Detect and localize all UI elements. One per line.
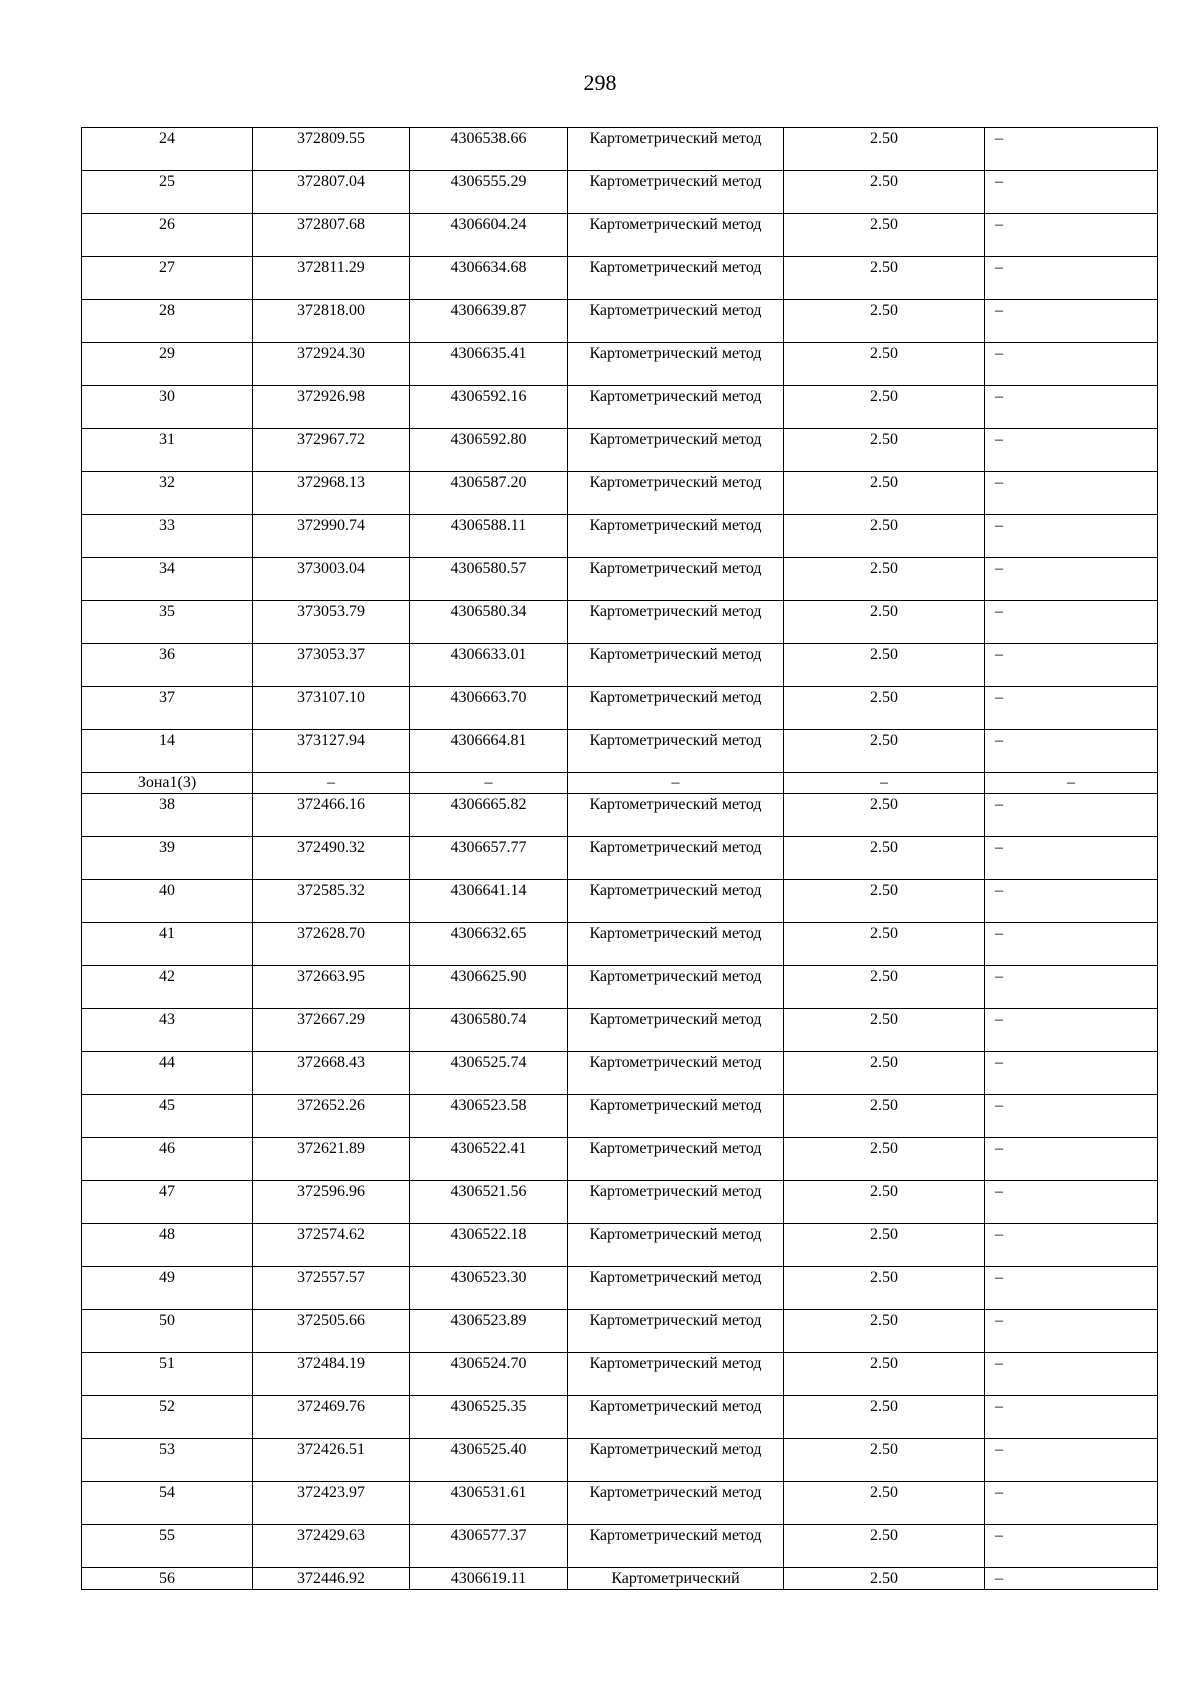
- accuracy-cell: 2.50: [784, 1396, 985, 1439]
- method-cell: Картометрический: [568, 1568, 784, 1590]
- point-number-cell: 43: [82, 1009, 253, 1052]
- accuracy-cell: 2.50: [784, 386, 985, 429]
- accuracy-cell: 2.50: [784, 966, 985, 1009]
- x-coordinate-cell: 372574.62: [253, 1224, 410, 1267]
- method-cell: Картометрический метод: [568, 1310, 784, 1353]
- y-coordinate-cell: 4306523.30: [410, 1267, 568, 1310]
- x-coordinate-cell: 372446.92: [253, 1568, 410, 1590]
- method-cell: Картометрический метод: [568, 1439, 784, 1482]
- accuracy-cell: 2.50: [784, 644, 985, 687]
- y-coordinate-cell: 4306523.89: [410, 1310, 568, 1353]
- description-cell: –: [985, 1482, 1158, 1525]
- point-number-cell: 35: [82, 601, 253, 644]
- point-number-cell: 47: [82, 1181, 253, 1224]
- y-coordinate-cell: 4306525.74: [410, 1052, 568, 1095]
- point-number-cell: 37: [82, 687, 253, 730]
- point-number-cell: 42: [82, 966, 253, 1009]
- y-coordinate-cell: 4306625.90: [410, 966, 568, 1009]
- method-cell: Картометрический метод: [568, 558, 784, 601]
- method-cell: Картометрический метод: [568, 386, 784, 429]
- point-number-cell: 25: [82, 171, 253, 214]
- table-row: [82, 1353, 1158, 1396]
- y-coordinate-cell: 4306580.74: [410, 1009, 568, 1052]
- description-cell: –: [985, 429, 1158, 472]
- table-row: [82, 171, 1158, 214]
- zone-dash-cell: –: [410, 773, 568, 794]
- point-number-cell: 53: [82, 1439, 253, 1482]
- accuracy-cell: 2.50: [784, 923, 985, 966]
- x-coordinate-cell: 373003.04: [253, 558, 410, 601]
- point-number-cell: 26: [82, 214, 253, 257]
- table-row: [82, 472, 1158, 515]
- table-row: [82, 730, 1158, 773]
- accuracy-cell: 2.50: [784, 1310, 985, 1353]
- x-coordinate-cell: 372469.76: [253, 1396, 410, 1439]
- point-number-cell: 55: [82, 1525, 253, 1568]
- table-row: [82, 923, 1158, 966]
- x-coordinate-cell: 372621.89: [253, 1138, 410, 1181]
- method-cell: Картометрический метод: [568, 923, 784, 966]
- x-coordinate-cell: 372596.96: [253, 1181, 410, 1224]
- zone-dash-cell: –: [985, 773, 1158, 794]
- point-number-cell: 34: [82, 558, 253, 601]
- y-coordinate-cell: 4306525.35: [410, 1396, 568, 1439]
- point-number-cell: 56: [82, 1568, 253, 1590]
- table-row: [82, 880, 1158, 923]
- method-cell: Картометрический метод: [568, 644, 784, 687]
- table-row: [82, 794, 1158, 837]
- x-coordinate-cell: 372668.43: [253, 1052, 410, 1095]
- accuracy-cell: 2.50: [784, 1439, 985, 1482]
- accuracy-cell: 2.50: [784, 300, 985, 343]
- y-coordinate-cell: 4306663.70: [410, 687, 568, 730]
- table-row: [82, 1482, 1158, 1525]
- x-coordinate-cell: 372990.74: [253, 515, 410, 558]
- description-cell: –: [985, 386, 1158, 429]
- x-coordinate-cell: 372505.66: [253, 1310, 410, 1353]
- method-cell: Картометрический метод: [568, 1052, 784, 1095]
- description-cell: –: [985, 923, 1158, 966]
- method-cell: Картометрический метод: [568, 472, 784, 515]
- table-row: [82, 601, 1158, 644]
- y-coordinate-cell: 4306639.87: [410, 300, 568, 343]
- y-coordinate-cell: 4306580.57: [410, 558, 568, 601]
- y-coordinate-cell: 4306587.20: [410, 472, 568, 515]
- zone-row: [82, 773, 1158, 794]
- accuracy-cell: 2.50: [784, 1224, 985, 1267]
- table-row: [82, 687, 1158, 730]
- description-cell: –: [985, 644, 1158, 687]
- accuracy-cell: 2.50: [784, 257, 985, 300]
- description-cell: –: [985, 1439, 1158, 1482]
- accuracy-cell: 2.50: [784, 794, 985, 837]
- x-coordinate-cell: 372423.97: [253, 1482, 410, 1525]
- method-cell: Картометрический метод: [568, 429, 784, 472]
- y-coordinate-cell: 4306604.24: [410, 214, 568, 257]
- description-cell: –: [985, 1267, 1158, 1310]
- method-cell: Картометрический метод: [568, 171, 784, 214]
- method-cell: Картометрический метод: [568, 1181, 784, 1224]
- accuracy-cell: 2.50: [784, 1525, 985, 1568]
- point-number-cell: 48: [82, 1224, 253, 1267]
- y-coordinate-cell: 4306531.61: [410, 1482, 568, 1525]
- zone-dash-cell: –: [568, 773, 784, 794]
- accuracy-cell: 2.50: [784, 730, 985, 773]
- x-coordinate-cell: 372807.04: [253, 171, 410, 214]
- table-row: [82, 300, 1158, 343]
- description-cell: –: [985, 558, 1158, 601]
- point-number-cell: 52: [82, 1396, 253, 1439]
- x-coordinate-cell: 372811.29: [253, 257, 410, 300]
- method-cell: Картометрический метод: [568, 1267, 784, 1310]
- y-coordinate-cell: 4306641.14: [410, 880, 568, 923]
- x-coordinate-cell: 372652.26: [253, 1095, 410, 1138]
- description-cell: –: [985, 1138, 1158, 1181]
- y-coordinate-cell: 4306580.34: [410, 601, 568, 644]
- point-number-cell: 49: [82, 1267, 253, 1310]
- method-cell: Картометрический метод: [568, 343, 784, 386]
- table-row: [82, 128, 1158, 171]
- accuracy-cell: 2.50: [784, 601, 985, 644]
- x-coordinate-cell: 372585.32: [253, 880, 410, 923]
- point-number-cell: 45: [82, 1095, 253, 1138]
- description-cell: –: [985, 1310, 1158, 1353]
- x-coordinate-cell: 372557.57: [253, 1267, 410, 1310]
- point-number-cell: 40: [82, 880, 253, 923]
- x-coordinate-cell: 373053.79: [253, 601, 410, 644]
- x-coordinate-cell: 372628.70: [253, 923, 410, 966]
- accuracy-cell: 2.50: [784, 1353, 985, 1396]
- description-cell: –: [985, 730, 1158, 773]
- method-cell: Картометрический метод: [568, 1009, 784, 1052]
- coordinates-table: [81, 127, 1158, 1590]
- table-row: [82, 644, 1158, 687]
- x-coordinate-cell: 372426.51: [253, 1439, 410, 1482]
- table-row: [82, 558, 1158, 601]
- point-number-cell: 28: [82, 300, 253, 343]
- y-coordinate-cell: 4306588.11: [410, 515, 568, 558]
- method-cell: Картометрический метод: [568, 1525, 784, 1568]
- point-number-cell: 30: [82, 386, 253, 429]
- description-cell: –: [985, 1009, 1158, 1052]
- page-number: 298: [583, 70, 617, 95]
- accuracy-cell: 2.50: [784, 429, 985, 472]
- y-coordinate-cell: 4306524.70: [410, 1353, 568, 1396]
- x-coordinate-cell: 372466.16: [253, 794, 410, 837]
- accuracy-cell: 2.50: [784, 837, 985, 880]
- y-coordinate-cell: 4306525.40: [410, 1439, 568, 1482]
- x-coordinate-cell: 372809.55: [253, 128, 410, 171]
- x-coordinate-cell: 372667.29: [253, 1009, 410, 1052]
- y-coordinate-cell: 4306635.41: [410, 343, 568, 386]
- description-cell: –: [985, 794, 1158, 837]
- table-row: [82, 1310, 1158, 1353]
- x-coordinate-cell: 372429.63: [253, 1525, 410, 1568]
- x-coordinate-cell: 372490.32: [253, 837, 410, 880]
- point-number-cell: 31: [82, 429, 253, 472]
- method-cell: Картометрический метод: [568, 880, 784, 923]
- table-row: [82, 429, 1158, 472]
- method-cell: Картометрический метод: [568, 837, 784, 880]
- method-cell: Картометрический метод: [568, 1095, 784, 1138]
- table-row: [82, 1267, 1158, 1310]
- table-row: [82, 515, 1158, 558]
- method-cell: Картометрический метод: [568, 1138, 784, 1181]
- description-cell: –: [985, 515, 1158, 558]
- y-coordinate-cell: 4306521.56: [410, 1181, 568, 1224]
- point-number-cell: 27: [82, 257, 253, 300]
- description-cell: –: [985, 1353, 1158, 1396]
- method-cell: Картометрический метод: [568, 687, 784, 730]
- method-cell: Картометрический метод: [568, 1224, 784, 1267]
- description-cell: –: [985, 1568, 1158, 1590]
- point-number-cell: 41: [82, 923, 253, 966]
- description-cell: –: [985, 300, 1158, 343]
- y-coordinate-cell: 4306657.77: [410, 837, 568, 880]
- accuracy-cell: 2.50: [784, 1482, 985, 1525]
- y-coordinate-cell: 4306632.65: [410, 923, 568, 966]
- point-number-cell: 39: [82, 837, 253, 880]
- method-cell: Картометрический метод: [568, 300, 784, 343]
- accuracy-cell: 2.50: [784, 515, 985, 558]
- point-number-cell: 33: [82, 515, 253, 558]
- y-coordinate-cell: 4306634.68: [410, 257, 568, 300]
- x-coordinate-cell: 372818.00: [253, 300, 410, 343]
- point-number-cell: 38: [82, 794, 253, 837]
- accuracy-cell: 2.50: [784, 214, 985, 257]
- description-cell: –: [985, 1525, 1158, 1568]
- description-cell: –: [985, 472, 1158, 515]
- method-cell: Картометрический метод: [568, 730, 784, 773]
- table-row: [82, 214, 1158, 257]
- x-coordinate-cell: 372484.19: [253, 1353, 410, 1396]
- y-coordinate-cell: 4306538.66: [410, 128, 568, 171]
- accuracy-cell: 2.50: [784, 1009, 985, 1052]
- table-row: [82, 1052, 1158, 1095]
- description-cell: –: [985, 837, 1158, 880]
- x-coordinate-cell: 372967.72: [253, 429, 410, 472]
- method-cell: Картометрический метод: [568, 214, 784, 257]
- table-row: [82, 1009, 1158, 1052]
- accuracy-cell: 2.50: [784, 558, 985, 601]
- accuracy-cell: 2.50: [784, 1568, 985, 1590]
- y-coordinate-cell: 4306592.80: [410, 429, 568, 472]
- table-row: [82, 1525, 1158, 1568]
- description-cell: –: [985, 171, 1158, 214]
- method-cell: Картометрический метод: [568, 794, 784, 837]
- table-row: [82, 1181, 1158, 1224]
- table-row: [82, 1138, 1158, 1181]
- accuracy-cell: 2.50: [784, 687, 985, 730]
- y-coordinate-cell: 4306664.81: [410, 730, 568, 773]
- method-cell: Картометрический метод: [568, 1396, 784, 1439]
- table-row: [82, 1568, 1158, 1590]
- x-coordinate-cell: 372926.98: [253, 386, 410, 429]
- x-coordinate-cell: 373107.10: [253, 687, 410, 730]
- y-coordinate-cell: 4306522.41: [410, 1138, 568, 1181]
- accuracy-cell: 2.50: [784, 880, 985, 923]
- x-coordinate-cell: 372924.30: [253, 343, 410, 386]
- table-row: [82, 257, 1158, 300]
- accuracy-cell: 2.50: [784, 171, 985, 214]
- zone-label-cell: Зона1(3): [82, 773, 253, 794]
- description-cell: –: [985, 966, 1158, 1009]
- y-coordinate-cell: 4306555.29: [410, 171, 568, 214]
- table-row: [82, 1396, 1158, 1439]
- table-row: [82, 1439, 1158, 1482]
- x-coordinate-cell: 372807.68: [253, 214, 410, 257]
- method-cell: Картометрический метод: [568, 966, 784, 1009]
- point-number-cell: 50: [82, 1310, 253, 1353]
- description-cell: –: [985, 601, 1158, 644]
- zone-dash-cell: –: [253, 773, 410, 794]
- x-coordinate-cell: 373127.94: [253, 730, 410, 773]
- description-cell: –: [985, 1181, 1158, 1224]
- y-coordinate-cell: 4306592.16: [410, 386, 568, 429]
- description-cell: –: [985, 1224, 1158, 1267]
- accuracy-cell: 2.50: [784, 472, 985, 515]
- y-coordinate-cell: 4306577.37: [410, 1525, 568, 1568]
- table-row: [82, 1095, 1158, 1138]
- accuracy-cell: 2.50: [784, 1138, 985, 1181]
- description-cell: –: [985, 1052, 1158, 1095]
- table-row: [82, 343, 1158, 386]
- point-number-cell: 51: [82, 1353, 253, 1396]
- point-number-cell: 54: [82, 1482, 253, 1525]
- table-row: [82, 386, 1158, 429]
- point-number-cell: 36: [82, 644, 253, 687]
- method-cell: Картометрический метод: [568, 1482, 784, 1525]
- point-number-cell: 29: [82, 343, 253, 386]
- accuracy-cell: 2.50: [784, 1267, 985, 1310]
- method-cell: Картометрический метод: [568, 601, 784, 644]
- point-number-cell: 44: [82, 1052, 253, 1095]
- x-coordinate-cell: 372968.13: [253, 472, 410, 515]
- description-cell: –: [985, 1396, 1158, 1439]
- point-number-cell: 24: [82, 128, 253, 171]
- x-coordinate-cell: 373053.37: [253, 644, 410, 687]
- accuracy-cell: 2.50: [784, 1095, 985, 1138]
- y-coordinate-cell: 4306619.11: [410, 1568, 568, 1590]
- point-number-cell: 46: [82, 1138, 253, 1181]
- description-cell: –: [985, 880, 1158, 923]
- table-row: [82, 837, 1158, 880]
- x-coordinate-cell: 372663.95: [253, 966, 410, 1009]
- point-number-cell: 32: [82, 472, 253, 515]
- table-row: [82, 1224, 1158, 1267]
- y-coordinate-cell: 4306522.18: [410, 1224, 568, 1267]
- method-cell: Картометрический метод: [568, 1353, 784, 1396]
- method-cell: Картометрический метод: [568, 257, 784, 300]
- table-row: [82, 966, 1158, 1009]
- y-coordinate-cell: 4306665.82: [410, 794, 568, 837]
- description-cell: –: [985, 343, 1158, 386]
- description-cell: –: [985, 128, 1158, 171]
- method-cell: Картометрический метод: [568, 515, 784, 558]
- accuracy-cell: 2.50: [784, 343, 985, 386]
- accuracy-cell: 2.50: [784, 1052, 985, 1095]
- point-number-cell: 14: [82, 730, 253, 773]
- description-cell: –: [985, 214, 1158, 257]
- description-cell: –: [985, 687, 1158, 730]
- y-coordinate-cell: 4306523.58: [410, 1095, 568, 1138]
- accuracy-cell: 2.50: [784, 128, 985, 171]
- method-cell: Картометрический метод: [568, 128, 784, 171]
- description-cell: –: [985, 257, 1158, 300]
- description-cell: –: [985, 1095, 1158, 1138]
- accuracy-cell: 2.50: [784, 1181, 985, 1224]
- zone-dash-cell: –: [784, 773, 985, 794]
- y-coordinate-cell: 4306633.01: [410, 644, 568, 687]
